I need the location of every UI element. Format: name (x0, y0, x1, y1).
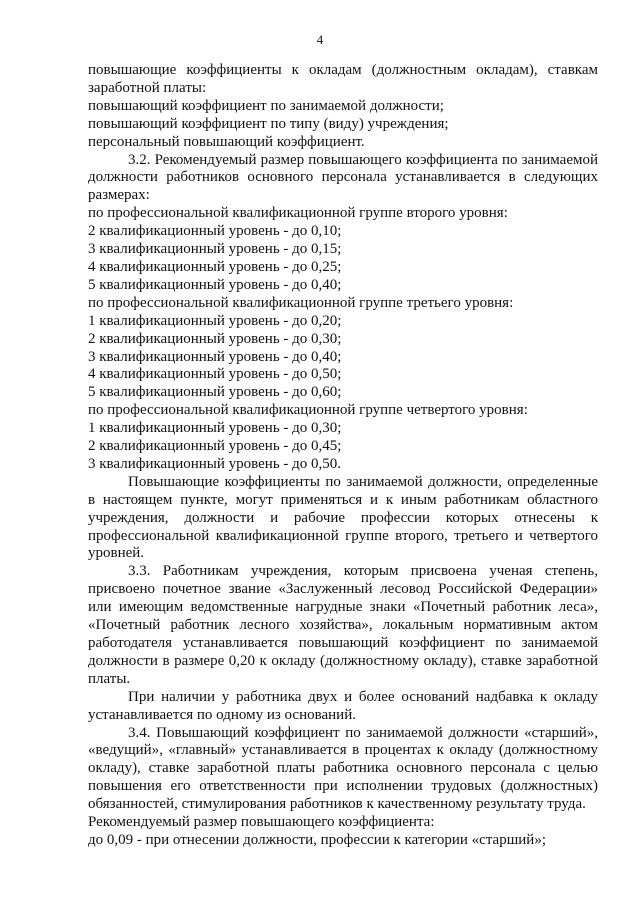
list-item: 2 квалификационный уровень - до 0,45; (88, 438, 342, 455)
list-item: 3 квалификационный уровень - до 0,15; (88, 241, 342, 258)
list-item: повышающий коэффициент по занимаемой должности; (88, 97, 444, 114)
paragraph-multiple-grounds: При наличии у работника двух и более оснований надбавка к окладу устанавливается по одному из оснований. (88, 688, 598, 723)
list-item: 4 квалификационный уровень - до 0,50; (88, 366, 342, 383)
list-item: 2 квалификационный уровень - до 0,10; (88, 223, 342, 240)
paragraph-3-3: 3.3. Работникам учреждения, которым присвоена ученая степень, присвоено почетное звание «Заслуженный лесовод Российской Федерации» или имеющим ведомственные нагрудные знаки «Почетный работник леса», «Почетный работник лесного хозяйства», локальным нормативным актом работодателя устанавливается повышающий коэффициент по занимаемой должности в размере 0,20 к окладу (должностному окладу), ставке заработной платы. (88, 563, 598, 687)
list-item: 3 квалификационный уровень - до 0,40; (88, 348, 342, 365)
paragraph-continuation: повышающие коэффициенты к окладам (должностным окладам), ставкам заработной платы: (88, 62, 598, 96)
list-item: повышающий коэффициент по типу (виду) учреждения; (88, 115, 449, 132)
list-item: по профессиональной квалификационной группе второго уровня: (88, 205, 508, 222)
paragraph-3-2: 3.2. Рекомендуемый размер повышающего коэффициента по занимаемой должности работников основного персонала устанавливается в следующих размерах: (88, 151, 598, 204)
document-body (88, 62, 598, 850)
list-item: 1 квалификационный уровень - до 0,20; (88, 312, 342, 329)
list-item: 3 квалификационный уровень - до 0,50. (88, 455, 342, 472)
page-number: 4 (316, 32, 324, 47)
list-item: по профессиональной квалификационной группе четвертого уровня: (88, 402, 528, 419)
list-item: 4 квалификационный уровень - до 0,25; (88, 258, 342, 275)
list-item: 2 квалификационный уровень - до 0,30; (88, 330, 342, 347)
list-item: до 0,09 - при отнесении должности, профессии к категории «старший»; (88, 831, 546, 848)
list-item: 5 квалификационный уровень - до 0,40; (88, 276, 342, 293)
list-item: Рекомендуемый размер повышающего коэффициента: (88, 814, 435, 831)
list-item: персональный повышающий коэффициент. (88, 133, 365, 150)
list-item: 1 квалификационный уровень - до 0,30; (88, 420, 342, 437)
list-item: по профессиональной квалификационной группе третьего уровня: (88, 294, 514, 311)
list-item: 5 квалификационный уровень - до 0,60; (88, 384, 342, 401)
paragraph-coefficients-note: Повышающие коэффициенты по занимаемой должности, определенные в настоящем пункте, могут применяться и к иным работникам областного учреждения, должности и рабочие профессии которых отнесены к профессиональной квалификационной группе второго, третьего и четвертого уровней. (88, 473, 598, 562)
paragraph-3-4: 3.4. Повышающий коэффициент по занимаемой должности «старший», «ведущий», «главный» устанавливается в процентах к окладу (должностному окладу), ставке заработной платы работника основного персонала с целью повышения его ответственности при исполнении трудовых (должностных) обязанностей, стимулирования работников к качественному результату труда. (88, 724, 598, 813)
